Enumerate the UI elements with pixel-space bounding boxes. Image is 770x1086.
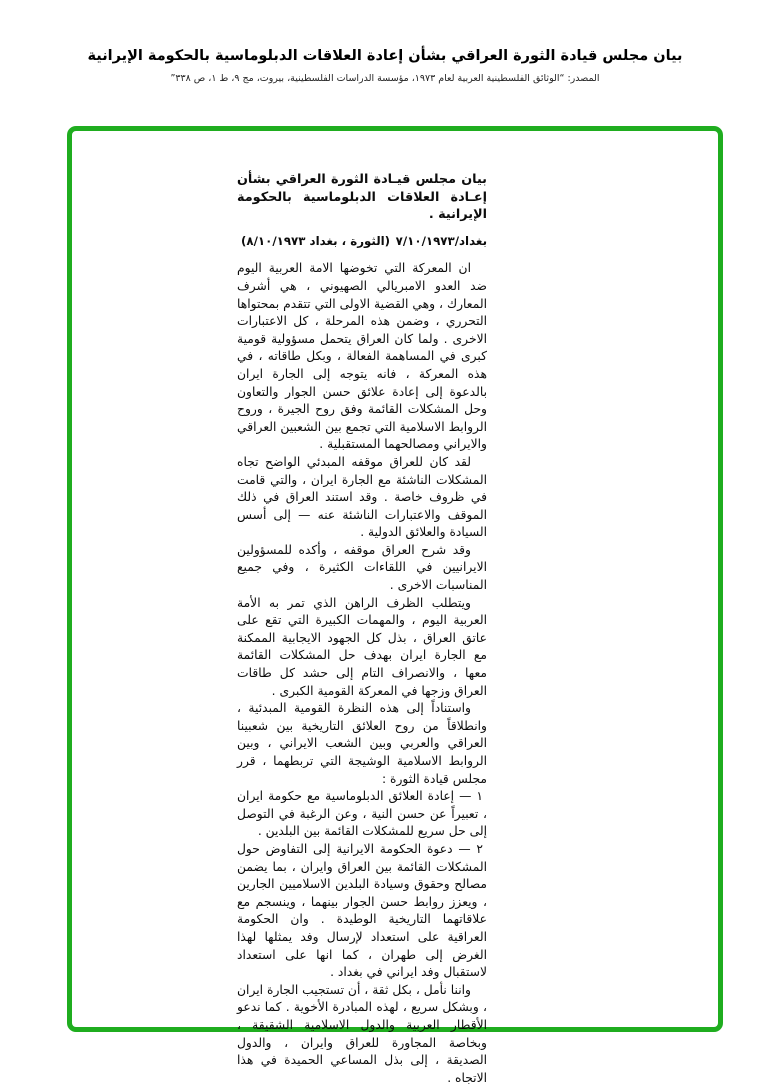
dateline-publication: (الثورة ، بغداد ٨/١٠/١٩٧٣) [241, 233, 391, 248]
dateline-date: بغداد/٧/١٠/١٩٧٣ [395, 233, 487, 248]
paragraph-3: وقد شرح العراق موقفه ، وأكده للمسؤولين الايرانيين في اللقاءات الكثيرة ، وفي جميع المناسبات الاخرى . [237, 542, 487, 593]
paragraph-1: ان المعركة التي تخوضها الامة العربية اليوم ضد العدو الامبريالي الصهيوني ، هي أشرف المعارك ، وهي القضية الاولى التي تتقدم بمحتواها التحرري ، وضمن هذه المرحلة ، كل الاعتبارات الاخرى . ولما كان العراق يتحمل مسؤولية قومية كبرى في المساهمة الفعالة ، وبكل طاقاته ، في هذه المعركة ، فانه يتوجه إلى الجارة ايران بالدعوة إلى إعادة علائق حسن الجوار والتعاون وحل المشكلات القائمة وفق روح الجيرة ، وروح الروابط الاسلامية التي تجمع بين الشعبين العراقي والايراني ومصالحهما المستقبلية . [237, 261, 487, 452]
document-dateline [237, 233, 487, 251]
page-header [0, 48, 770, 84]
source-citation: المصدر: “الوثائق الفلسطينية العربية لعام ١٩٧٣، مؤسسة الدراسات الفلسطينية، بيروت، مج ٩، ط ١، ص ٣٣٨” [170, 73, 600, 84]
scanned-document-body [237, 171, 487, 1086]
scanned-document-frame [67, 126, 723, 1085]
closing-paragraph: واننا نأمل ، بكل ثقة ، أن تستجيب الجارة ايران ، وبشكل سريع ، لهذه المبادرة الأخوية . كما ندعو الأقطار العربية والدول الاسلامية الشقيقة ، وبخاصة المجاورة للعراق وايران ، والدول الصديقة ، إلى بذل المساعي الحميدة في هذا الاتجاه . [237, 982, 487, 1085]
decision-item-1: ١ — إعادة العلائق الدبلوماسية مع حكومة ايران ، تعبيراً عن حسن النية ، وعن الرغبة في التوصل إلى حل سريع للمشكلات القائمة بين البلدين . [237, 789, 487, 839]
paragraph-2: لقد كان للعراق موقفه المبدئي الواضح تجاه المشكلات الناشئة مع الجارة ايران ، والتي قامت في ظروف خاصة . وقد استند العراق في ذلك الموقف والاعتبارات الناشئة عنه — إلى أسس السيادة والعلائق الدولية . [237, 454, 487, 540]
paragraph-5: واستناداً إلى هذه النظرة القومية المبدئية ، وانطلاقاً من روح العلائق التاريخية بين شعبينا العراقي والعربي وبين الشعب الايراني ، وبين الروابط الاسلامية الوشيجة التي تربطهما ، قرر مجلس قيادة الثورة : [237, 701, 487, 786]
page-title: بيان مجلس قيادة الثورة العراقي بشأن إعادة العلاقات الدبلوماسية بالحكومة الإيرانية [87, 48, 683, 64]
document-title: بيان مجلس قيـادة الثورة العراقي بشأن إعـادة العلاقات الدبلوماسية بالحكومة الإيرانية . [237, 172, 487, 223]
paragraph-4: ويتطلب الظرف الراهن الذي تمر به الأمة العربية اليوم ، والمهمات الكبيرة التي تقع على عاتق العراق ، بذل كل الجهود الايجابية الممكنة مع الجارة ايران بهدف حل المشكلات القائمة معها ، والانصراف التام إلى حشد كل طاقات العراق وزجها في المعركة القومية الكبرى . [237, 595, 487, 698]
decision-item-2: ٢ — دعوة الحكومة الايرانية إلى التفاوض حول المشكلات القائمة بين العراق وايران ، بما يضمن مصالح وحقوق وسيادة البلدين الاسلاميين الجارين ، ويعزز روابط حسن الجوار بينهما ، وينسجم مع علاقاتهما التاريخية الوطيدة . وان الحكومة العراقية على استعداد لإرسال وفد يمثلها لهذا الغرض إلى طهران ، كما انها على استعداد لاستقبال وفد ايراني في بغداد . [237, 841, 487, 980]
